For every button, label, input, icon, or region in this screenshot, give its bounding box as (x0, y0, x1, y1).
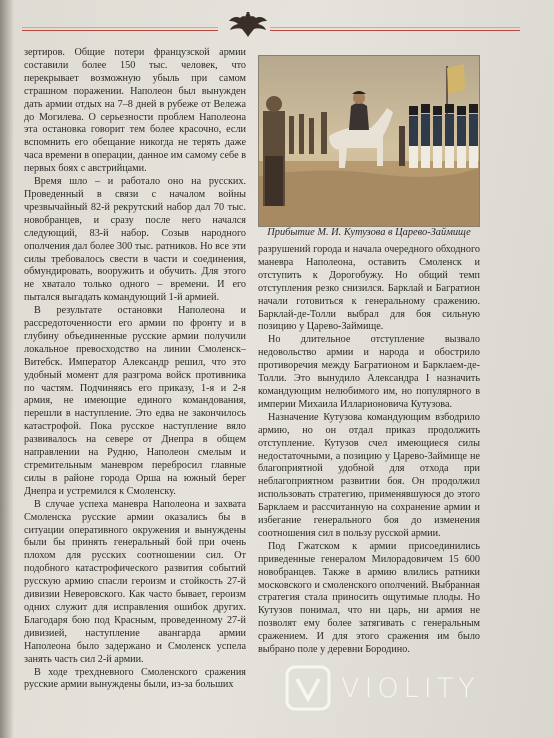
paragraph: разрушений города и начала очередного обходного маневра Наполеона, оставить Смоленск и отступить к Дорогобужу. Но общий темп отступления резко снизился. Барклай и Багратион начали готовиться к генеральному сражению. Барклай-де-Толли выбрал для боя сильную позицию у Царево-Займище. (258, 244, 480, 333)
paragraph: Но длительное отступление вызвало недовольство армии и народа и обострило противоречия между Багратионом и Барклаем-де-Толли. Это вынудило Александра I назначить командующим нелюбимого им, но популярного в империи Михаила Илларионовича Кутузова. (258, 334, 480, 410)
right-text-column (258, 244, 480, 657)
double-headed-eagle-icon (228, 12, 268, 38)
left-text-column (24, 47, 246, 692)
watermark-brand: VIOLITY (341, 673, 480, 704)
header-rule-left-red (22, 30, 218, 31)
header-rule-left (22, 27, 218, 28)
paragraph: Время шло – и работало оно на русских. Проведенный в связи с началом войны чрезвычайный 82-й рекрутский набор дал 70 тыс. новобранцев, и сразу после него начался следующий, 83-й набор. Созыв народного ополчения дал более 300 тыс. ратников. Но все эти силы требовалось свести в части и соединения, обмундировать, вооружить и обучить. Для этого не хватало только одного – времени. И его пытался выгадать командующий 1-й армией. (24, 176, 246, 304)
painting-caption: Прибытие М. И. Кутузова в Царево-Займище (267, 227, 471, 238)
violity-watermark (285, 665, 545, 715)
header-rule-right (270, 27, 520, 28)
violity-logo-icon (285, 665, 331, 711)
paragraph: Назначение Кутузова командующим взбодрило армию, но он отдал приказ продолжить отступление. Кутузов счел имеющиеся силы недостаточными, а позицию у Царево-Займище не благоприятной удобной для отхода при неблагоприятном развитии боя. Он продолжил использовать стратегию, применявшуюся до этого Барклаем и рассчитанную на сохранение армии и избегание генерального боя до изменения соотношения сил в пользу русской армии. (258, 411, 480, 539)
header-rule-right-red (270, 30, 520, 31)
page-gutter-shadow (0, 0, 14, 738)
paragraph: В результате остановки Наполеона и рассредоточенности его армии по фронту и в глубину объединенные русские армии получили локальное превосходство на линии Смоленск–Витебск. Император Александр решил, что это удобный момент для разгрома войск противника по частям. Подчиняясь его приказу, 1-я и 2-я армия, не имеющие единого командования, перешли в наступление. Это едва не закончилось катастрофой. Пока русское наступление вяло развивалось на севере от Днепра в общем направлении на Рудню, Наполеон смелым и стремительным маневром перебросил главные силы в районе города Орша на южный берег Днепра и устремился к Смоленску. (24, 305, 246, 497)
paragraph: В ходе трехдневного Смоленского сражения русские армии вынуждены были, из-за больших (24, 666, 246, 691)
paragraph: зертиров. Общие потери французской армии составили более 150 тыс. человек, что перекрывает возможную убыль при самом страшном поражении. Наполеон был вынужден дать армии отдых на 7–8 дней в рубеже от Вележа до Могилева. О серьезности проблем Наполеона эта остановка говорит тем более красочно, если вспомнить его обещание никогда не терять даже часа времени в операции, данное им самому себе в первых боях с австрийцами. (24, 47, 246, 175)
painting-illustration (259, 56, 479, 226)
paragraph: В случае успеха маневра Наполеона и захвата Смоленска русские армии оказались бы в ситуации оперативного окружения и вынуждены были бы принять генеральный бой при очень плохом для русских соотношении сил. От подобного катастрофического развития событий русскую армию спасли героизм и стойкость 27-й дивизии Неверовского. Как часто бывает, героизм одних служит для исправления ошибок других. Благодаря бою под Красным, проведенному 27-й дивизией, наступление авангарда армии Наполеона было задержано и Смоленск успела занять часть сил 2-й армии. (24, 498, 246, 665)
painting-kutuzov-arrival (258, 55, 480, 227)
paragraph: Под Гжатском к армии присоединились приведенные генералом Милорадовичем 15 600 новобранцев. Также в армию влились ратники московского и смоленского ополчений. Выбранная стратегия стала приносить ощутимые плоды. Но Кутузов понимал, что ни царь, ни армия не позволят ему более затягивать с генеральным сражением. И для этого сражения им было выбрано поле у деревни Бородино. (258, 540, 480, 656)
